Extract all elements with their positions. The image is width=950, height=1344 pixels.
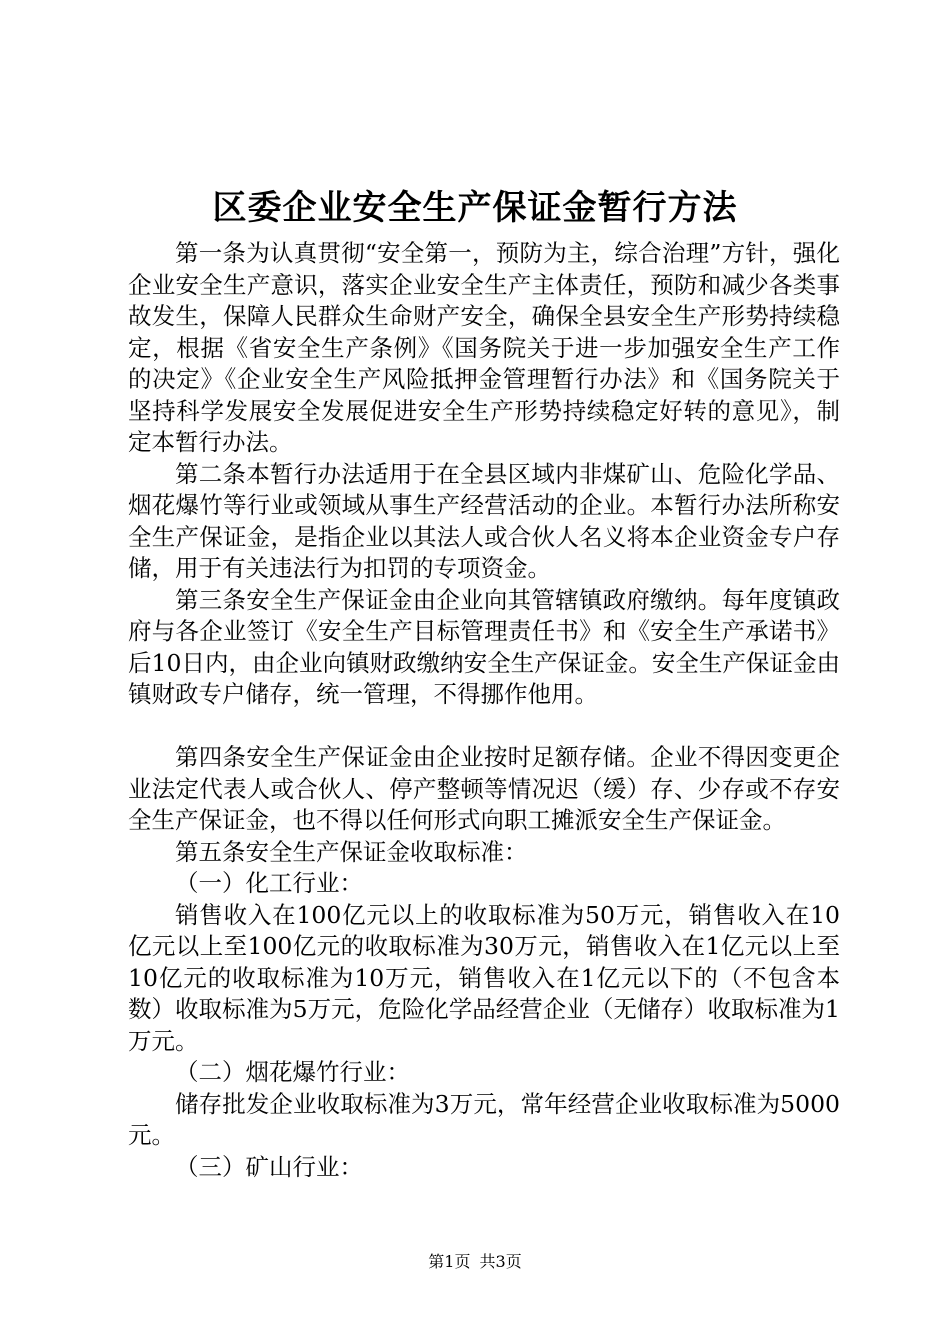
article-4-paragraph: 第四条安全生产保证金由企业按时足额存储。企业不得因变更企业法定代表人或合伙人、停产整顿等情况迟（缓）存、少存或不存安全生产保证金，也不得以任何形式向职工摊派安全生产保证金。: [128, 743, 840, 834]
article-3-paragraph: 第三条安全生产保证金由企业向其管辖镇政府缴纳。每年度镇政府与各企业签订《安全生产目标管理责任书》和《安全生产承诺书》后10日内，由企业向镇财政缴纳安全生产保证金。安全生产保证金由镇财政专户储存，统一管理，不得挪作他用。: [128, 585, 840, 708]
fireworks-industry-standard: 储存批发企业收取标准为3万元，常年经营企业收取标准为5000元。: [128, 1089, 840, 1149]
blank-line: [128, 711, 840, 743]
article-1-paragraph: 第一条为认真贯彻“安全第一，预防为主，综合治理”方针，强化企业安全生产意识，落实企业安全生产主体责任，预防和减少各类事故发生，保障人民群众生命财产安全，确保全县安全生产形势持续稳定，根据《省安全生产条例》《国务院关于进一步加强安全生产工作的决定》《企业安全生产风险抵押金管理暂行办法》和《国务院关于坚持科学发展安全发展促进安全生产形势持续稳定好转的意见》，制定本暂行办法。: [128, 239, 840, 456]
document-body: [128, 238, 840, 1183]
page-total: 共3页: [479, 1252, 522, 1271]
chemical-industry-heading: （一）化工行业：: [175, 869, 363, 897]
page-number: 第1页: [428, 1252, 471, 1271]
article-5-paragraph: 第五条安全生产保证金收取标准：: [175, 837, 528, 866]
page-footer: [0, 1251, 950, 1273]
mining-industry-heading: （三）矿山行业：: [175, 1152, 363, 1181]
fireworks-industry-heading: （二）烟花爆竹行业：: [175, 1058, 410, 1086]
article-2-paragraph: 第二条本暂行办法适用于在全县区域内非煤矿山、危险化学品、烟花爆竹等行业或领域从事生产经营活动的企业。本暂行办法所称安全生产保证金，是指企业以其法人或合伙人名义将本企业资金专户存储，用于有关违法行为扣罚的专项资金。: [128, 459, 840, 582]
chemical-industry-standard: 销售收入在100亿元以上的收取标准为50万元，销售收入在10亿元以上至100亿元的收取标准为30万元，销售收入在1亿元以上至10亿元的收取标准为10万元，销售收入在1亿元以下的（不包含本数）收取标准为5万元，危险化学品经营企业（无储存）收取标准为1万元。: [128, 900, 840, 1055]
document-title: 区委企业安全生产保证金暂行方法: [212, 188, 738, 228]
